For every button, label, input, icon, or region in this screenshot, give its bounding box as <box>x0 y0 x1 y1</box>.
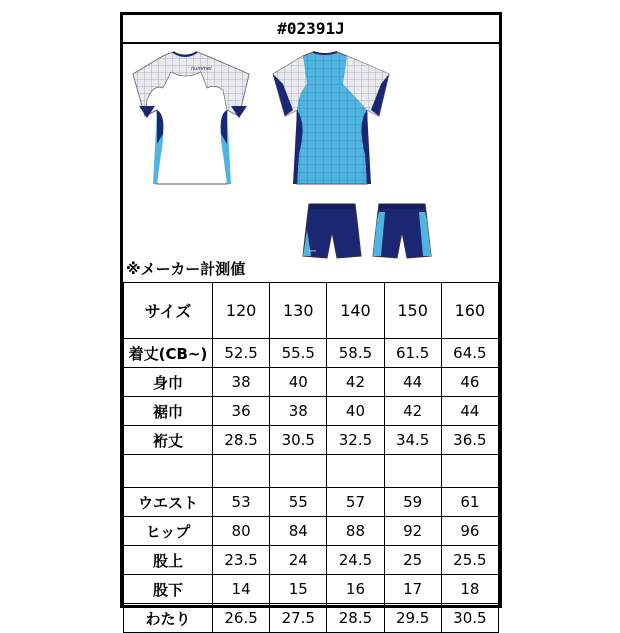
shorts-front <box>303 204 361 258</box>
pants-measure-row <box>124 488 499 517</box>
shirt-back <box>273 52 389 184</box>
svg-text:hummel: hummel <box>191 66 212 72</box>
value-cell: 25.5 <box>441 546 498 575</box>
value-cell: 52.5 <box>213 339 270 368</box>
size-table <box>123 282 499 633</box>
row-label: 裾巾 <box>124 397 213 426</box>
value-cell: 36 <box>213 397 270 426</box>
value-cell: 40 <box>327 397 384 426</box>
value-cell: 38 <box>213 368 270 397</box>
value-cell: 92 <box>384 517 441 546</box>
value-cell: 44 <box>441 397 498 426</box>
value-cell: 80 <box>213 517 270 546</box>
value-cell: 58.5 <box>327 339 384 368</box>
value-cell: 34.5 <box>384 426 441 455</box>
value-cell: 23.5 <box>213 546 270 575</box>
value-cell: 18 <box>441 575 498 604</box>
shirt-measure-row <box>124 397 499 426</box>
value-cell: 84 <box>270 517 327 546</box>
value-cell: 36.5 <box>441 426 498 455</box>
value-cell: 26.5 <box>213 604 270 633</box>
pants-measure-row <box>124 575 499 604</box>
value-cell: 96 <box>441 517 498 546</box>
value-cell: 17 <box>384 575 441 604</box>
value-cell: 53 <box>213 488 270 517</box>
value-cell: 64.5 <box>441 339 498 368</box>
value-cell: 15 <box>270 575 327 604</box>
value-cell: 24 <box>270 546 327 575</box>
value-cell: 30.5 <box>270 426 327 455</box>
pants-measure-row <box>124 546 499 575</box>
value-cell: 88 <box>327 517 384 546</box>
value-cell: 40 <box>270 368 327 397</box>
value-cell: 42 <box>384 397 441 426</box>
row-label: 股下 <box>124 575 213 604</box>
size-chart-sheet <box>120 12 502 628</box>
value-cell: 32.5 <box>327 426 384 455</box>
uniform-illustration <box>123 44 499 282</box>
value-cell: 16 <box>327 575 384 604</box>
row-label: ウエスト <box>124 488 213 517</box>
shirt-front <box>133 52 249 184</box>
value-cell <box>270 455 327 488</box>
value-cell: 59 <box>384 488 441 517</box>
product-code: #02391J <box>123 15 499 44</box>
value-cell: 55.5 <box>270 339 327 368</box>
value-cell: 38 <box>270 397 327 426</box>
value-cell: 30.5 <box>441 604 498 633</box>
pants-measure-row <box>124 517 499 546</box>
value-cell: 55 <box>270 488 327 517</box>
value-cell: 160 <box>441 283 498 339</box>
shirt-measure-row <box>124 368 499 397</box>
value-cell <box>327 455 384 488</box>
row-label: わたり <box>124 604 213 633</box>
row-label <box>124 455 213 488</box>
value-cell: 61 <box>441 488 498 517</box>
pants-measure-row <box>124 604 499 633</box>
value-cell: 120 <box>213 283 270 339</box>
row-label: 股上 <box>124 546 213 575</box>
value-cell <box>384 455 441 488</box>
row-label: サイズ <box>124 283 213 339</box>
value-cell <box>213 455 270 488</box>
shirt-measure-row <box>124 426 499 455</box>
value-cell: 28.5 <box>213 426 270 455</box>
value-cell: 130 <box>270 283 327 339</box>
value-cell: 24.5 <box>327 546 384 575</box>
row-label: ヒップ <box>124 517 213 546</box>
row-label: 着丈(CB~) <box>124 339 213 368</box>
value-cell: 150 <box>384 283 441 339</box>
value-cell: 61.5 <box>384 339 441 368</box>
value-cell: 57 <box>327 488 384 517</box>
value-cell: 29.5 <box>384 604 441 633</box>
shirt-measure-row <box>124 339 499 368</box>
value-cell: 44 <box>384 368 441 397</box>
shorts-back <box>373 204 431 258</box>
value-cell: 42 <box>327 368 384 397</box>
value-cell: 46 <box>441 368 498 397</box>
size-header-row <box>124 283 499 339</box>
value-cell: 27.5 <box>270 604 327 633</box>
row-label: 裄丈 <box>124 426 213 455</box>
spacer-row <box>124 455 499 488</box>
maker-measurement-note: ※メーカー計測値 <box>126 260 246 278</box>
value-cell: 14 <box>213 575 270 604</box>
value-cell: 140 <box>327 283 384 339</box>
value-cell <box>441 455 498 488</box>
row-label: 身巾 <box>124 368 213 397</box>
value-cell: 28.5 <box>327 604 384 633</box>
value-cell: 25 <box>384 546 441 575</box>
svg-text:hmi: hmi <box>309 249 316 253</box>
